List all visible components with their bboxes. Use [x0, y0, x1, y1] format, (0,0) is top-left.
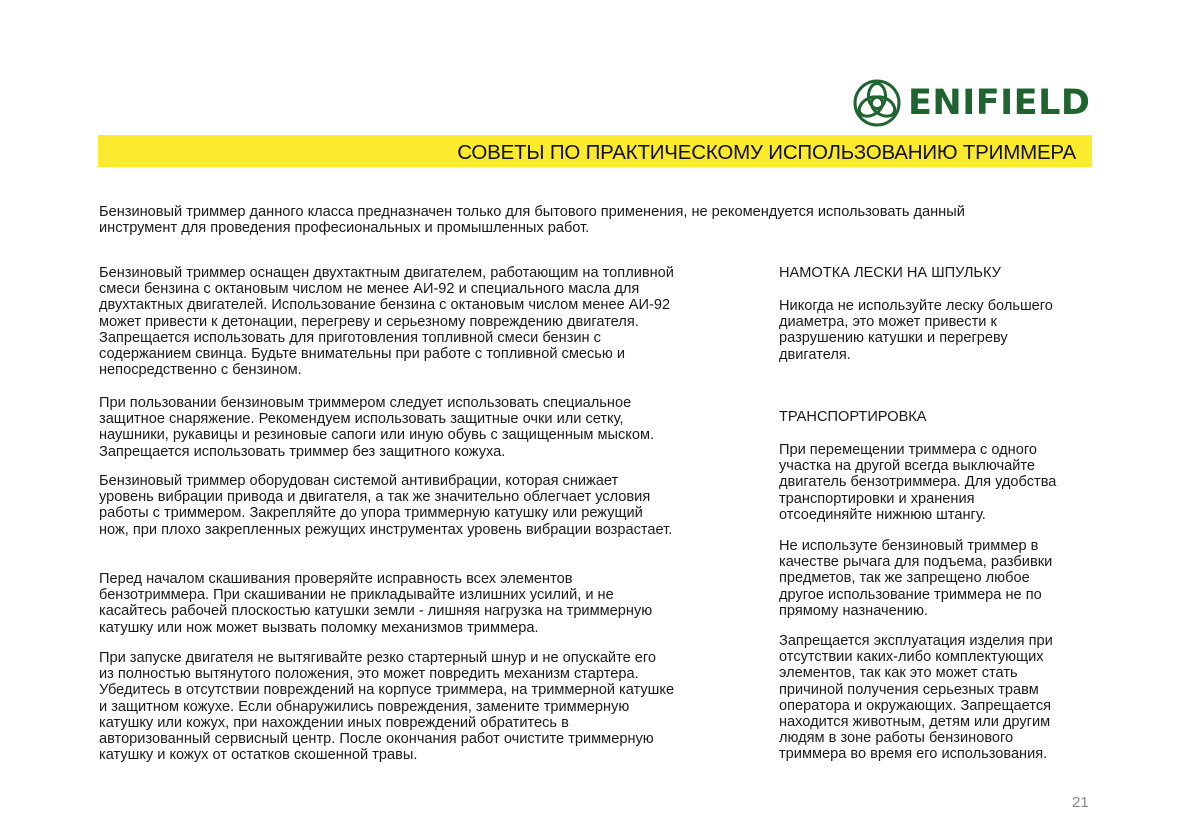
- left-paragraph-antivibration: Бензиновый триммер оборудован системой антивибрации, которая снижает уровень вибрации привода и двигателя, а так же значительно облегчает условия работы с триммером. Закрепляйте до упора триммерную катушку или режущий нож, при плохо закрепленных режущих инструментах уровень вибрации возрастает.: [99, 473, 673, 538]
- page-title: СОВЕТЫ ПО ПРАКТИЧЕСКОМУ ИСПОЛЬЗОВАНИЮ ТРИММЕРА: [457, 141, 1076, 164]
- left-paragraph-protection: При пользовании бензиновым триммером следует использовать специальное защитное снаряжение. Рекомендуем использовать защитные очки или сетку, наушники, рукавицы и резиновые сапоги или иную обувь с защищенным мыском. Запрещается использовать триммер без защитного кожуха.: [99, 395, 655, 460]
- brand-logo: [852, 78, 1090, 128]
- right-paragraph-prohibited: Запрещается эксплуатация изделия при отсутствии каких-либо комплектующих элементов, так как это может стать причиной получения серьезных травм оператора и окружающих. Запрещается находится животным, детям или другим людям в зоне работы бензинового триммера во время его использования.: [779, 633, 1053, 763]
- left-paragraph-starting: При запуске двигателя не вытягивайте резко стартерный шнур и не опускайте его из полностью вытянутого положения, это может повредить механизм стартера. Убедитесь в отсутствии повреждений на корпусе триммера, на триммерной катушке и защитном кожухе. Если обнаружились повреждения, замените триммерную катушку или кожух, при нахождении иных повреждений обратитесь в авторизованный сервисный центр. После окончания работ очистите триммерную катушку и кожух от остатков скошенной травы.: [99, 650, 675, 764]
- brand-name: ENIFIELD: [908, 82, 1091, 123]
- left-paragraph-mowing: Перед началом скашивания проверяйте исправность всех элементов бензотриммера. При скашивании не прикладывайте излишних усилий, и не касайтесь рабочей плоскостью катушки земли - лишняя нагрузка на триммерную катушку или нож может вызвать поломку механизмов триммера.: [99, 571, 653, 636]
- section-heading-line-winding: НАМОТКА ЛЕСКИ НА ШПУЛЬКУ: [779, 265, 1001, 281]
- enifield-emblem-icon: [852, 78, 902, 128]
- right-paragraph-transport: При перемещении триммера с одного участка на другой всегда выключайте двигатель бензотриммера. Для удобства транспортировки и хранения отсоединяйте нижнюю штангу.: [779, 442, 1057, 523]
- right-paragraph-misuse: Не используте бензиновый триммер в качестве рычага для подъема, разбивки предметов, так же запрещено любое другое использование триммера не по прямому назначению.: [779, 538, 1053, 619]
- right-paragraph-line: Никогда не используйте леску большего диаметра, это может привести к разрушению катушки и перегреву двигателя.: [779, 298, 1053, 363]
- title-banner: [98, 135, 1092, 167]
- section-heading-transport: ТРАНСПОРТИРОВКА: [779, 409, 927, 425]
- left-paragraph-fuel: Бензиновый триммер оснащен двухтактным двигателем, работающим на топливной смеси бензина с октановым числом не менее АИ-92 и специального масла для двухтактных двигателей. Использование бензина с октановым числом менее АИ-92 может привести к детонации, перегреву и серьезному повреждению двигателя. Запрещается использовать для приготовления топливной смеси бензин с содержанием свинца. Будьте внимательны при работе с топливной смесью и непосредственно с бензином.: [99, 265, 674, 379]
- page-number: 21: [1072, 794, 1089, 811]
- intro-paragraph: Бензиновый триммер данного класса предназначен только для бытового применения, не рекомендуется использовать данный инструмент для проведения професиональных и промышленных работ.: [99, 204, 965, 237]
